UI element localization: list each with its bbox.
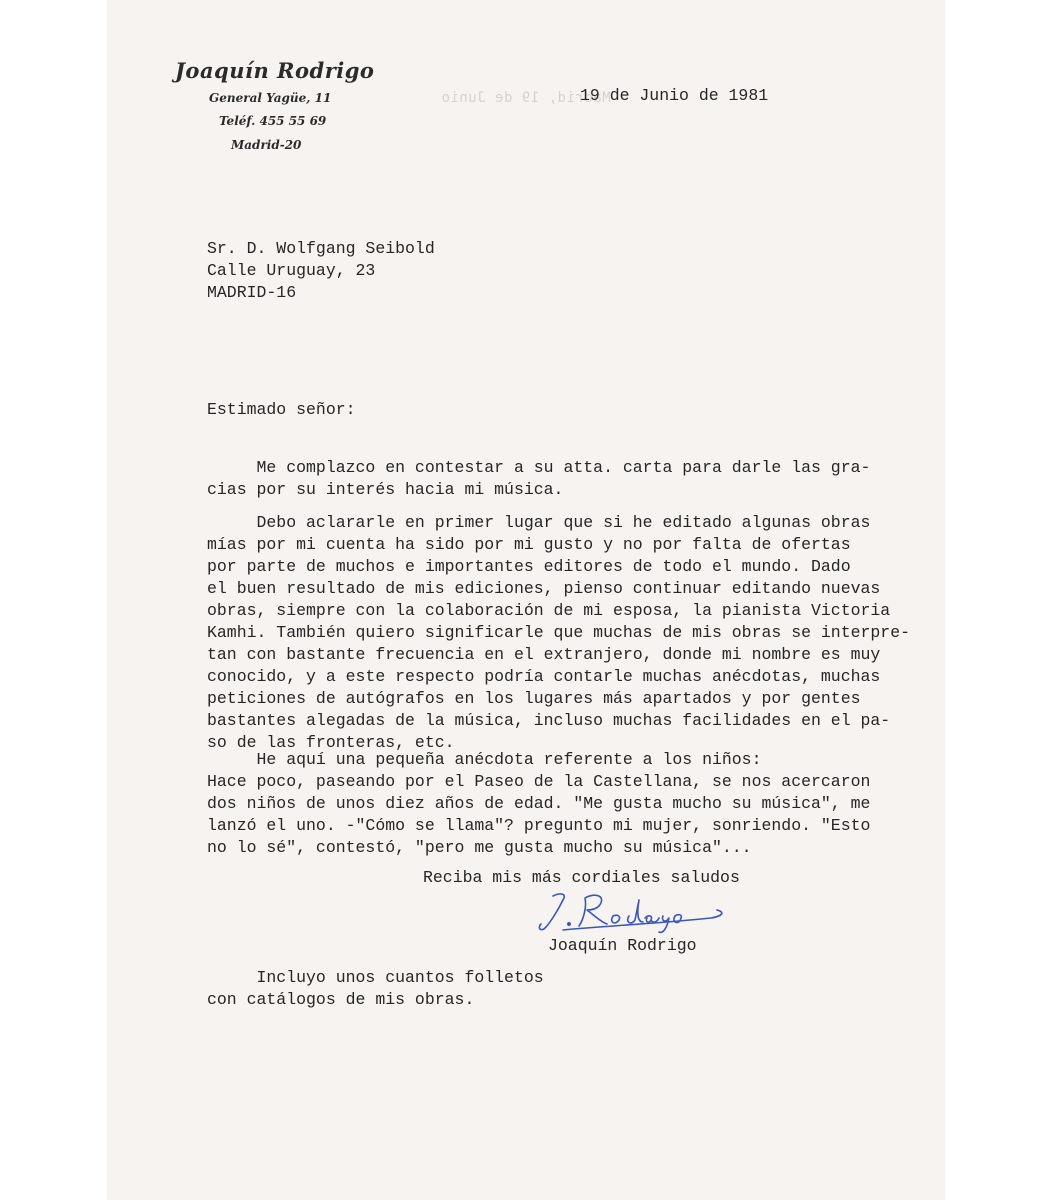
letterhead-city: Madrid-20: [231, 138, 302, 152]
recipient-line: Calle Uruguay, 23: [207, 261, 376, 280]
signer-name: Joaquín Rodrigo: [548, 936, 697, 955]
text-line: Incluyo unos cuantos folletos: [207, 968, 544, 987]
text-line: dos niños de unos diez años de edad. "Me gusta mucho su música", me: [207, 794, 871, 813]
text-line: conocido, y a este respecto podría contarle muchas anécdotas, muchas: [207, 667, 881, 686]
paragraph-2: [207, 512, 910, 754]
letter-date: 19 de Junio de 1981: [580, 86, 769, 105]
postscript: [207, 967, 544, 1011]
recipient-address: [207, 238, 435, 304]
text-line: peticiones de autógrafos en los lugares más apartados y por gentes: [207, 689, 861, 708]
paragraph-3: [207, 749, 870, 859]
letterhead: [175, 58, 375, 152]
paragraph-1: [207, 457, 870, 501]
text-line: obras, siempre con la colaboración de mi esposa, la pianista Victoria: [207, 601, 891, 620]
text-line: He aquí una pequeña anécdota referente a los niños:: [207, 750, 762, 769]
text-line: tan con bastante frecuencia en el extranjero, donde mi nombre es muy: [207, 645, 881, 664]
letterhead-name: Joaquín Rodrigo: [175, 58, 375, 83]
recipient-line: MADRID-16: [207, 283, 297, 302]
text-line: bastantes alegadas de la música, incluso muchas facilidades en el pa-: [207, 711, 891, 730]
letterhead-telephone: Teléf. 455 55 69: [219, 114, 327, 128]
show-through-text: Madrid, 19 de Junio: [441, 90, 611, 106]
handwritten-signature: [533, 888, 733, 936]
text-line: so de las fronteras, etc.: [207, 733, 455, 752]
recipient-line: Sr. D. Wolfgang Seibold: [207, 239, 435, 258]
text-line: Me complazco en contestar a su atta. carta para darle las gra-: [207, 458, 871, 477]
text-line: Hace poco, paseando por el Paseo de la Castellana, se nos acercaron: [207, 772, 871, 791]
text-line: con catálogos de mis obras.: [207, 990, 475, 1009]
closing: Reciba mis más cordiales saludos: [423, 868, 740, 887]
text-line: por parte de muchos e importantes editores de todo el mundo. Dado: [207, 557, 851, 576]
text-line: cias por su interés hacia mi música.: [207, 480, 564, 499]
text-line: no lo sé", contestó, "pero me gusta mucho su música"...: [207, 838, 752, 857]
letterhead-address: General Yagüe, 11: [209, 91, 332, 105]
text-line: Kamhi. También quiero significarle que muchas de mis obras se interpre-: [207, 623, 911, 642]
text-line: lanzó el uno. -"Cómo se llama"? pregunto mi mujer, sonriendo. "Esto: [207, 816, 871, 835]
text-line: mías por mi cuenta ha sido por mi gusto y no por falta de ofertas: [207, 535, 851, 554]
salutation: Estimado señor:: [207, 400, 356, 419]
text-line: el buen resultado de mis ediciones, pienso continuar editando nuevas: [207, 579, 881, 598]
text-line: Debo aclararle en primer lugar que si he editado algunas obras: [207, 513, 871, 532]
